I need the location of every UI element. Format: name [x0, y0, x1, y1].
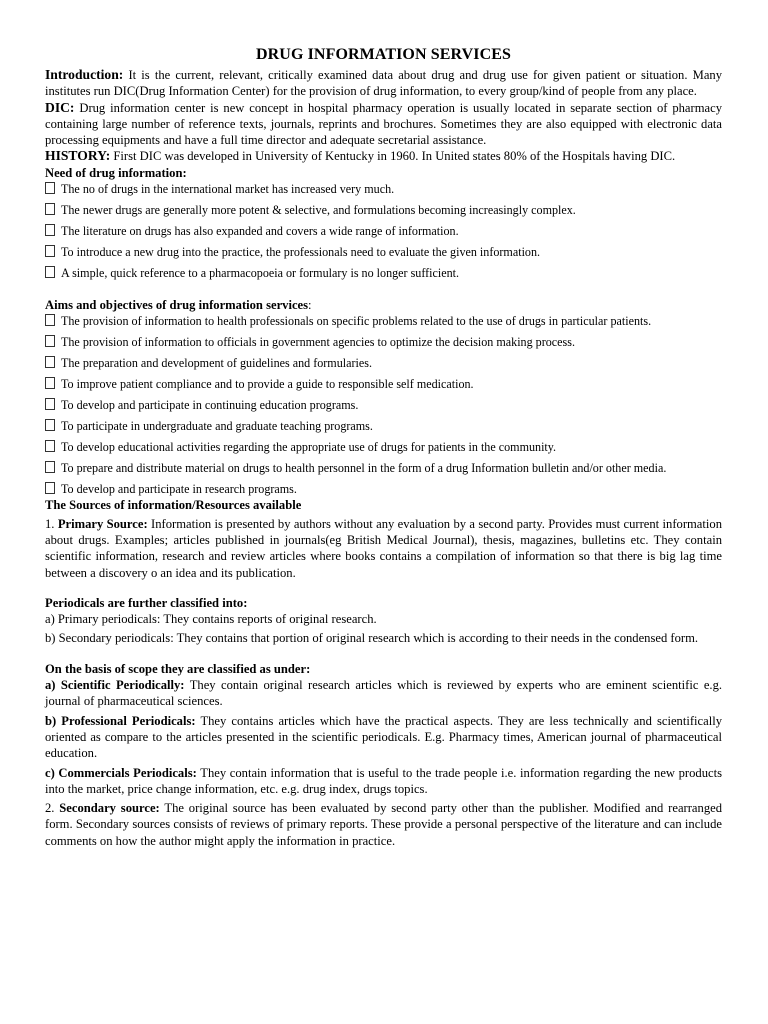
- dic-paragraph: [45, 100, 722, 149]
- primary-periodicals: a) Primary periodicals: They contains reports of original research.: [45, 612, 377, 627]
- bullet-box-icon: [45, 245, 55, 257]
- need-item: To introduce a new drug into the practice, the professionals need to evaluate the given information.: [45, 244, 722, 260]
- document-body: [45, 46, 722, 849]
- aims-heading: Aims and objectives of drug information services:: [45, 298, 312, 313]
- bullet-box-icon: [45, 182, 55, 194]
- need-heading: Need of drug information:: [45, 165, 187, 180]
- aims-item: The provision of information to officials in government agencies to optimize the decision making process.: [45, 334, 722, 350]
- aims-list: [45, 313, 722, 497]
- bullet-box-icon: [45, 398, 55, 410]
- history-label: HISTORY:: [45, 148, 111, 164]
- aims-item: To improve patient compliance and to provide a guide to responsible self medication.: [45, 376, 722, 392]
- periodicals-heading: Periodicals are further classified into:: [45, 595, 248, 610]
- primary-source-number: 1.: [45, 516, 55, 531]
- history-text: First DIC was developed in University of Kentucky in 1960. In United states 80% of the Hospitals having DIC.: [113, 149, 676, 164]
- aims-item: The provision of information to health professionals on specific problems related to the use of drugs in particular patients.: [45, 313, 722, 329]
- bullet-box-icon: [45, 461, 55, 473]
- need-item: The no of drugs in the international market has increased very much.: [45, 181, 722, 197]
- bullet-box-icon: [45, 482, 55, 494]
- need-item: The newer drugs are generally more potent & selective, and formulations becoming increasingly complex.: [45, 202, 722, 218]
- aims-item: To prepare and distribute material on drugs to health personnel in the form of a drug Information bulletin and/or other media.: [45, 460, 722, 476]
- bullet-box-icon: [45, 266, 55, 278]
- aims-item: To participate in undergraduate and graduate teaching programs.: [45, 418, 722, 434]
- dic-label: DIC:: [45, 99, 75, 115]
- secondary-source-label: Secondary source:: [59, 801, 160, 816]
- scope-heading: On the basis of scope they are classified as under:: [45, 661, 311, 676]
- bullet-box-icon: [45, 440, 55, 452]
- need-list: [45, 181, 722, 281]
- introduction-label: Introduction:: [45, 67, 124, 82]
- professional-periodicals: b) Professional Periodicals: They contains articles which have the practical aspects. They are less technically and scientifically oriented as compare to the articles presented in the scientific periodicals. E.g. Pharmacy times, American journal of pharmaceutical education.: [45, 713, 722, 761]
- secondary-source-text: The original source has been evaluated by second party other than the publisher. Modified and rearranged form. Secondary sources consists of reviews of primary reports. These provide a personal perspective of the literature and can include comments on how the author might apply the information in practice.: [45, 801, 722, 848]
- history-paragraph: [45, 148, 722, 164]
- secondary-source-number: 2.: [45, 801, 55, 816]
- primary-source-label: Primary Source:: [57, 516, 148, 531]
- bullet-box-icon: [45, 224, 55, 236]
- sources-heading: The Sources of information/Resources available: [45, 498, 302, 513]
- commercial-periodicals: c) Commercials Periodicals: They contain information that is useful to the trade people i.e. information regarding the new products into the market, price change information, etc. e.g. drug index, drugs topics.: [45, 765, 723, 796]
- aims-item: The preparation and development of guidelines and formularies.: [45, 355, 722, 371]
- dic-text: Drug information center is new concept in hospital pharmacy operation is usually located in separate section of pharmacy containing large number of reference texts, journals, reprints and brochures. Sometimes they are also equipped with electronic data processing equipments and have a full time director and adequate secretarial assistance.: [45, 100, 722, 148]
- aims-item: To develop and participate in research programs.: [45, 481, 722, 497]
- bullet-box-icon: [45, 314, 55, 326]
- primary-source-text: Information is presented by authors without any evaluation by a second party. Provides must current information about drugs. Examples; articles published in journals(eg British Medical Journal), thesis, magazines, bulletins etc. They contain scientific information, research and review articles where books contains a compilation of information so that there is big lag time between a discovery o an idea and its publication.: [45, 516, 722, 580]
- secondary-source-paragraph: [45, 800, 722, 849]
- page-title: DRUG INFORMATION SERVICES: [256, 46, 511, 63]
- need-item: The literature on drugs has also expanded and covers a wide range of information.: [45, 223, 722, 239]
- scientific-periodicals: a) Scientific Periodically: They contain original research articles which is reviewed by experts who are eminent scientific e.g. journal of pharmaceutical sciences.: [45, 678, 723, 709]
- secondary-periodicals: b) Secondary periodicals: They contains that portion of original research which is according to their needs in the condensed form.: [45, 631, 699, 646]
- aims-item: To develop and participate in continuing education programs.: [45, 397, 722, 413]
- bullet-box-icon: [45, 356, 55, 368]
- bullet-box-icon: [45, 419, 55, 431]
- need-item: A simple, quick reference to a pharmacopoeia or formulary is no longer sufficient.: [45, 265, 722, 281]
- aims-item: To develop educational activities regarding the appropriate use of drugs for patients in the community.: [45, 439, 722, 455]
- introduction-text: It is the current, relevant, critically examined data about drug and drug use for given patient or situation. Many institutes run DIC(Drug Information Center) for the provision of drug information, to every group/kind of people from any place.: [45, 68, 722, 99]
- bullet-box-icon: [45, 335, 55, 347]
- bullet-box-icon: [45, 377, 55, 389]
- bullet-box-icon: [45, 203, 55, 215]
- introduction-paragraph: [45, 67, 722, 100]
- primary-source-paragraph: [45, 516, 722, 581]
